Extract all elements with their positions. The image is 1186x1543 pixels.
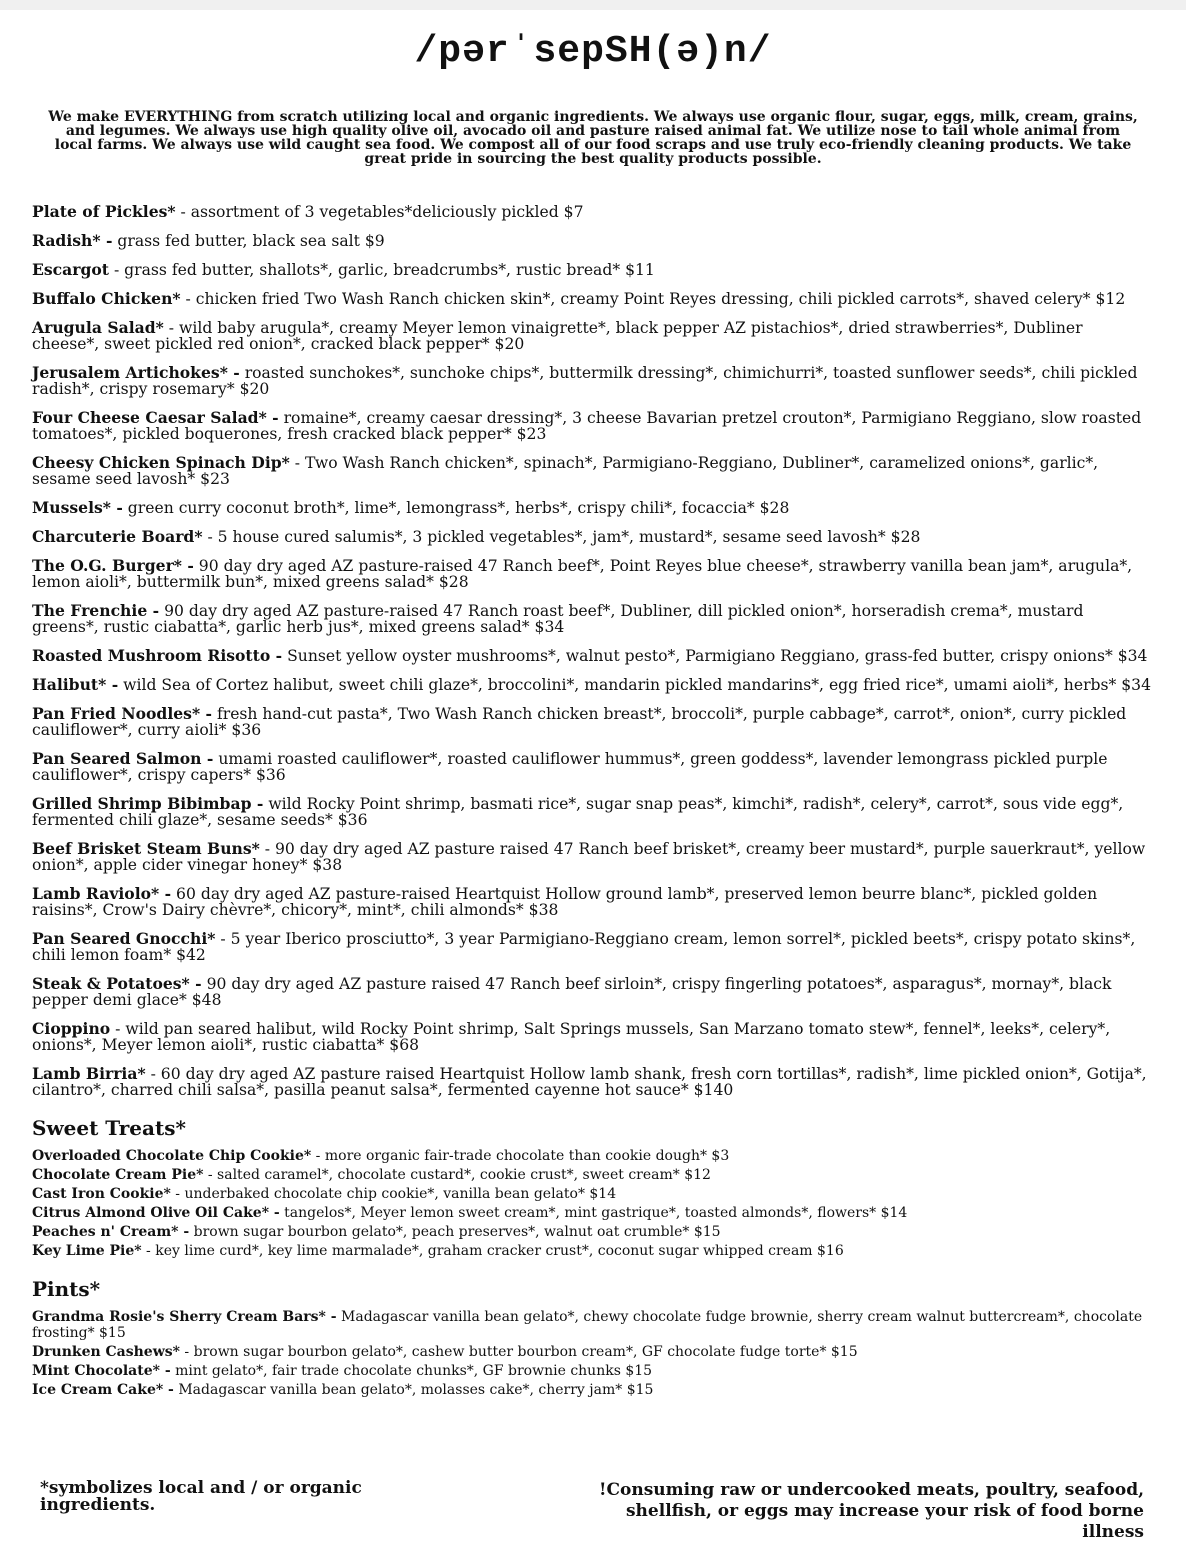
item-name: Mint Chocolate* - (32, 1363, 171, 1379)
menu-item (32, 1021, 1152, 1053)
menu-item (32, 529, 1152, 545)
sweet-treats-title: Sweet Treats* (32, 1116, 186, 1140)
item-description: Sunset yellow oyster mushrooms*, walnut pesto*, Parmigiano Reggiano, grass-fed butter, crispy onions* $34 (282, 647, 1148, 665)
menu-item (32, 365, 1152, 397)
item-description: Madagascar vanilla bean gelato*, chewy chocolate fudge brownie, sherry cream walnut buttercream*, chocolate frosting* $15 (32, 1309, 1143, 1341)
item-name: Charcuterie Board* (32, 527, 203, 546)
item-description: - 90 day dry aged AZ pasture raised 47 Ranch beef brisket*, creamy beer mustard*, purple sauerkraut*, yellow onion*, apple cider vinegar honey* $38 (32, 840, 1146, 874)
menu-item (32, 410, 1152, 442)
item-name: Peaches n' Cream* - (32, 1224, 190, 1240)
item-description: Madagascar vanilla bean gelato*, molasses cake*, cherry jam* $15 (173, 1382, 654, 1398)
item-description: - chicken fried Two Wash Ranch chicken skin*, creamy Point Reyes dressing, chili pickled carrots*, shaved celery* $12 (180, 290, 1126, 308)
item-description: 60 day dry aged AZ pasture-raised Heartquist Hollow ground lamb*, preserved lemon beurre blanc*, pickled golden raisins*, Crow's Dairy chèvre*, chicory*, mint*, chili almonds* $38 (32, 885, 1098, 919)
footer-note-warning: !Consuming raw or undercooked meats, poultry, seafood, shellfish, or eggs may increase your risk of food borne illness (599, 1480, 1144, 1542)
pints-title: Pints* (32, 1277, 101, 1301)
menu-item (32, 1066, 1152, 1098)
item-name: Lamb Birria* (32, 1064, 146, 1083)
menu-item (32, 500, 1152, 516)
item-name: Jerusalem Artichokes* - (32, 363, 240, 382)
menu-item (32, 796, 1152, 828)
menu-item (32, 677, 1152, 693)
item-name: Cast Iron Cookie* (32, 1186, 171, 1202)
item-name: Grilled Shrimp Bibimbap - (32, 794, 264, 813)
item-name: Mussels* - (32, 498, 123, 517)
menu-item (32, 603, 1152, 635)
item-description: - 60 day dry aged AZ pasture raised Heartquist Hollow lamb shank, fresh corn tortillas*, radish*, lime pickled onion*, Gotija*, cilantro*, charred chili salsa*, pasilla peanut salsa*, fermented cayenne hot sauce* $140 (32, 1065, 1147, 1099)
item-description: - more organic fair-trade chocolate than cookie dough* $3 (311, 1148, 730, 1164)
item-description: - grass fed butter, shallots*, garlic, breadcrumbs*, rustic bread* $11 (109, 261, 655, 279)
menu-item (32, 291, 1152, 307)
menu-item (32, 931, 1152, 963)
item-description: - salted caramel*, chocolate custard*, cookie crust*, sweet cream* $12 (203, 1167, 711, 1183)
menu-item (32, 706, 1152, 738)
pint-item (32, 1309, 1152, 1341)
top-bar (0, 0, 1186, 10)
sweet-treat-item (32, 1167, 1152, 1183)
sweet-treat-item (32, 1205, 1152, 1221)
menu-item (32, 455, 1152, 487)
item-description: umami roasted cauliflower*, roasted cauliflower hummus*, green goddess*, lavender lemongrass pickled purple cauliflower*, crispy capers* $36 (32, 750, 1108, 784)
sweet-treat-item (32, 1224, 1152, 1240)
pint-item (32, 1382, 1152, 1398)
sweet-treat-item (32, 1186, 1152, 1202)
pint-item (32, 1363, 1152, 1379)
menu-item (32, 751, 1152, 783)
menu-list (32, 204, 1152, 1401)
item-name: Chocolate Cream Pie* (32, 1167, 204, 1183)
item-description: fresh hand-cut pasta*, Two Wash Ranch chicken breast*, broccoli*, purple cabbage*, carrot*, onion*, curry pickled cauliflower*, curry aioli* $36 (32, 705, 1127, 739)
item-name: Overloaded Chocolate Chip Cookie* (32, 1148, 312, 1164)
sweet-treat-item (32, 1148, 1152, 1164)
item-name: Beef Brisket Steam Buns* (32, 839, 260, 858)
item-name: Key Lime Pie* (32, 1243, 142, 1259)
menu-item (32, 204, 1152, 220)
intro-text: We make EVERYTHING from scratch utilizing local and organic ingredients. We always use organic flour, sugar, eggs, milk, cream, grains, and legumes. We always use high quality olive oil, avocado oil and pasture raised animal fat. We utilize nose to tail whole animal from local farms. We always use wild caught sea food. We compost all of our food scraps and use truly eco-friendly cleaning products. We take great pride in sourcing the best quality products possible. (48, 109, 1138, 167)
item-description: 90 day dry aged AZ pasture raised 47 Ranch beef sirloin*, crispy fingerling potatoes*, asparagus*, mornay*, black pepper demi glace* $48 (32, 975, 1112, 1009)
menu-item (32, 841, 1152, 873)
item-description: - underbaked chocolate chip cookie*, vanilla bean gelato* $14 (170, 1186, 617, 1202)
menu-item (32, 558, 1152, 590)
item-description: tangelos*, Meyer lemon sweet cream*, mint gastrique*, toasted almonds*, flowers* $14 (279, 1205, 908, 1221)
item-description: - key lime curd*, key lime marmalade*, graham cracker crust*, coconut sugar whipped cream $16 (141, 1243, 844, 1259)
item-description: brown sugar bourbon gelato*, peach preserves*, walnut oat crumble* $15 (189, 1224, 721, 1240)
item-name: Buffalo Chicken* (32, 289, 181, 308)
item-description: - Two Wash Ranch chicken*, spinach*, Parmigiano-Reggiano, Dubliner*, caramelized onions*, garlic*, sesame seed lavosh* $23 (32, 454, 1099, 488)
menu-item (32, 320, 1152, 352)
item-name: Pan Seared Gnocchi* (32, 929, 216, 948)
item-name: Drunken Cashews* (32, 1344, 180, 1360)
item-name: Escargot (32, 260, 109, 279)
item-description: mint gelato*, fair trade chocolate chunks*, GF brownie chunks $15 (170, 1363, 653, 1379)
item-name: Pan Seared Salmon - (32, 749, 214, 768)
sweet-treat-item (32, 1243, 1152, 1259)
item-description: wild Sea of Cortez halibut, sweet chili glaze*, broccolini*, mandarin pickled mandarins*, egg fried rice*, umami aioli*, herbs* $34 (118, 676, 1152, 694)
item-description: green curry coconut broth*, lime*, lemongrass*, herbs*, crispy chili*, focaccia* $28 (122, 499, 790, 517)
menu-item (32, 976, 1152, 1008)
menu-item (32, 233, 1152, 249)
item-description: romaine*, creamy caesar dressing*, 3 cheese Bavarian pretzel crouton*, Parmigiano Reggiano, slow roasted tomatoes*, pickled boquerones, fresh cracked black pepper* $23 (32, 409, 1142, 443)
item-name: Citrus Almond Olive Oil Cake* - (32, 1205, 280, 1221)
item-name: The O.G. Burger* - (32, 556, 194, 575)
item-name: The Frenchie - (32, 601, 160, 620)
item-name: Lamb Raviolo* - (32, 884, 172, 903)
item-name: Steak & Potatoes* - (32, 974, 202, 993)
item-name: Cioppino (32, 1019, 111, 1038)
item-description: wild Rocky Point shrimp, basmati rice*, sugar snap peas*, kimchi*, radish*, celery*, carrot*, sous vide egg*, fermented chili glaze*, sesame seeds* $36 (32, 795, 1124, 829)
menu-item (32, 262, 1152, 278)
page-title: /pərˈsepSH(ə)n/ (414, 30, 772, 73)
item-name: Halibut* - (32, 675, 119, 694)
item-name: Four Cheese Caesar Salad* - (32, 408, 279, 427)
footer-note-organic: *symbolizes local and / or organic ingredients. (40, 1478, 362, 1515)
item-name: Radish* - (32, 231, 113, 250)
item-name: Roasted Mushroom Risotto - (32, 646, 283, 665)
item-name: Ice Cream Cake* - (32, 1382, 174, 1398)
item-description: - brown sugar bourbon gelato*, cashew butter bourbon cream*, GF chocolate fudge torte* $15 (179, 1344, 858, 1360)
item-name: Cheesy Chicken Spinach Dip* (32, 453, 290, 472)
item-name: Arugula Salad* (32, 318, 164, 337)
menu-item (32, 886, 1152, 918)
item-description: - assortment of 3 vegetables*deliciously pickled $7 (175, 203, 584, 221)
item-description: - 5 year Iberico prosciutto*, 3 year Parmigiano-Reggiano cream, lemon sorrel*, pickled beets*, crispy potato skins*, chili lemon foam* $42 (32, 930, 1136, 964)
item-name: Grandma Rosie's Sherry Cream Bars* - (32, 1309, 337, 1325)
item-description: - 5 house cured salumis*, 3 pickled vegetables*, jam*, mustard*, sesame seed lavosh* $28 (202, 528, 921, 546)
item-description: - wild baby arugula*, creamy Meyer lemon vinaigrette*, black pepper AZ pistachios*, dried strawberries*, Dubliner cheese*, sweet pickled red onion*, cracked black pepper* $20 (32, 319, 1083, 353)
pint-item (32, 1344, 1152, 1360)
item-description: 90 day dry aged AZ pasture-raised 47 Ranch roast beef*, Dubliner, dill pickled onion*, horseradish crema*, mustard greens*, rustic ciabatta*, garlic herb jus*, mixed greens salad* $34 (32, 602, 1084, 636)
item-description: roasted sunchokes*, sunchoke chips*, buttermilk dressing*, chimichurri*, toasted sunflower seeds*, chili pickled radish*, crispy rosemary* $20 (32, 364, 1138, 398)
menu-item (32, 648, 1152, 664)
item-name: Plate of Pickles* (32, 202, 176, 221)
item-description: 90 day dry aged AZ pasture-raised 47 Ranch beef*, Point Reyes blue cheese*, strawberry vanilla bean jam*, arugula*, lemon aioli*, buttermilk bun*, mixed greens salad* $28 (32, 557, 1133, 591)
item-description: - wild pan seared halibut, wild Rocky Point shrimp, Salt Springs mussels, San Marzano tomato stew*, fennel*, leeks*, celery*, onions*, Meyer lemon aioli*, rustic ciabatta* $68 (32, 1020, 1111, 1054)
item-name: Pan Fried Noodles* - (32, 704, 213, 723)
item-description: grass fed butter, black sea salt $9 (112, 232, 385, 250)
